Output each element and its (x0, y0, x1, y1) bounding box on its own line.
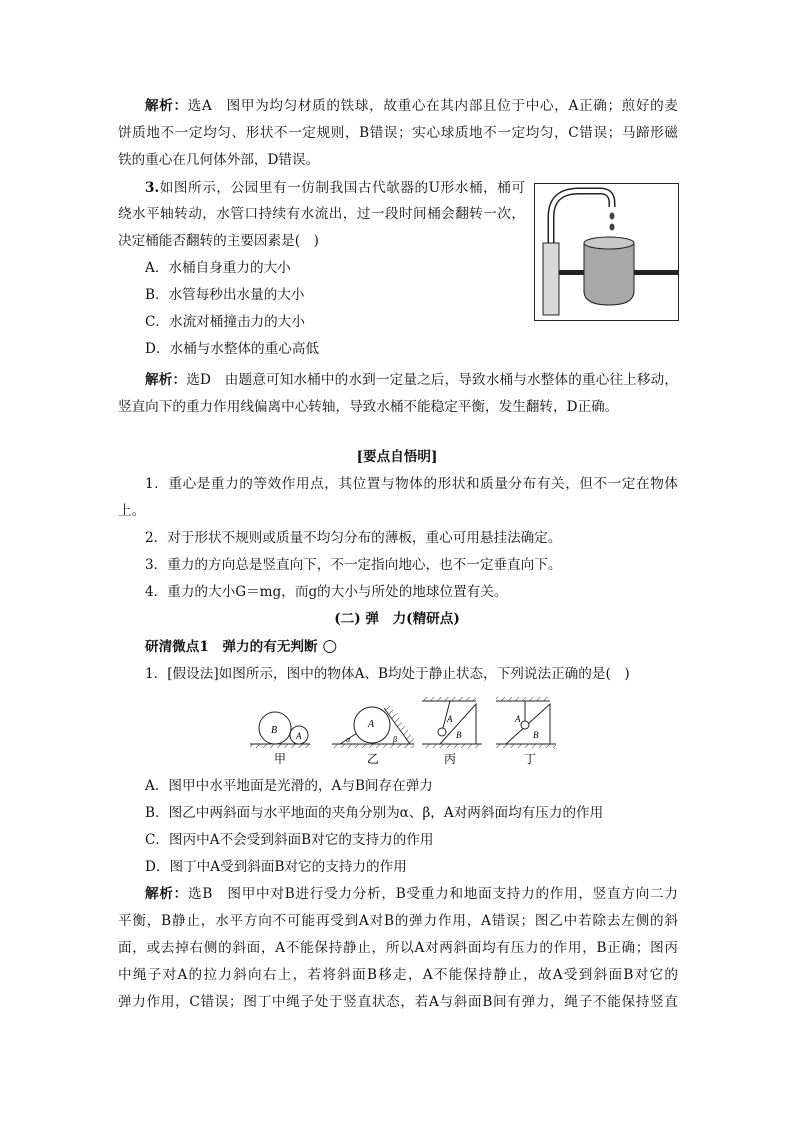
analysis-text: 选B 图甲中对B进行受力分析，B受重力和地面支持力的作用，竖直方向二力 (188, 886, 679, 902)
label-beta: β (393, 735, 397, 744)
summary-title: [要点自悟明] (356, 449, 438, 465)
figure-ding (496, 697, 556, 766)
analysis-1-line-1 (145, 96, 678, 116)
water-drop-1 (610, 213, 615, 220)
question-number: 3. (145, 180, 160, 196)
label-b: B (533, 730, 539, 740)
question-3-line-2: 绕水平轴转动，水管口持续有水流出，过一段时间桶会翻转一次， (118, 206, 525, 222)
summary-item-1-line-2: 上。 (118, 503, 146, 519)
summary-item-4: 4．重力的大小G＝mg，而g的大小与所处的地球位置有关。 (145, 584, 508, 600)
analysis-label: 解析： (145, 98, 188, 114)
analysis-text: 选D 由题意可知水桶中的水到一定量之后，导致水桶与水整体的重心往上移动， (186, 372, 678, 388)
summary-item-2: 2．对于形状不规则或质量不均匀分布的薄板，重心可用悬挂法确定。 (145, 530, 562, 546)
ball-a (438, 728, 446, 736)
analysis-label: 解析： (145, 886, 188, 902)
label-a: A (296, 731, 302, 741)
ball-a (521, 721, 529, 729)
analysis-label: 解析： (145, 372, 187, 388)
question-3-line-1 (145, 178, 525, 198)
analysis-text: 选A 图甲为均匀材质的铁球，故重心在其内部且位于中心，A正确；煎好的麦 (187, 98, 678, 114)
question-3-option-a: A．水桶自身重力的大小 (145, 260, 291, 276)
question-1-stem: 1．[假设法]如图所示，图中的物体A、B均处于静止状态，下列说法正确的是( ) (145, 666, 630, 682)
question-1-option-b: B．图乙中两斜面与水平地面的夹角分别为α、β，A对两斜面均有压力的作用 (145, 805, 604, 821)
micro-point-title (145, 636, 337, 657)
question-1-option-a: A．图甲中水平地面是光滑的，A与B间存在弹力 (145, 778, 433, 794)
question-text: 如图所示，公园里有一仿制我国古代欹器的U形水桶，桶可 (159, 180, 525, 196)
water-drop-2 (610, 224, 615, 231)
analysis-q1-line-1 (145, 884, 678, 904)
analysis-3-line-1 (145, 370, 678, 390)
question-3-option-b: B．水管每秒出水量的大小 (145, 287, 305, 303)
axle-right (634, 270, 678, 275)
question-1-option-c: C．图丙中A不会受到斜面B对它的支持力的作用 (145, 832, 434, 848)
caption-yi: 乙 (366, 752, 380, 766)
question-1-option-d: D．图丁中A受到斜面B对它的支持力的作用 (145, 859, 407, 875)
caption-bing: 丙 (443, 752, 457, 766)
label-b: B (271, 725, 278, 736)
water-bucket-figure (534, 183, 679, 321)
label-b: B (456, 730, 462, 740)
section-title: (二) 弹 力(精研点) (334, 611, 460, 627)
figure-jia (250, 712, 310, 766)
analysis-3-line-2: 竖直向下的重力作用线偏离中心转轴，导致水桶不能稳定平衡，发生翻转，D正确。 (118, 399, 619, 415)
bucket-rim (584, 237, 634, 249)
elasticity-figures (250, 690, 560, 770)
analysis-q1-line-5: 弹力作用，C错误；图丁中绳子处于竖直状态，若A与斜面B间有弹力，绳子不能保持竖直 (118, 994, 678, 1010)
micro-point-label: 研清微点1 弹力的有无判断 (145, 639, 318, 655)
question-3-option-c: C．水流对桶撞击力的大小 (145, 314, 305, 330)
figure-bing (422, 697, 482, 766)
figure-yi (332, 704, 415, 766)
question-3-line-3: 决定桶能否翻转的主要因素是( ) (118, 233, 319, 249)
analysis-q1-line-2: 平衡，B静止，水平方向不可能再受到A对B的弹力作用，A错误；图乙中若除去左侧的斜 (118, 913, 678, 929)
question-3-option-d: D．水桶与水整体的重心高低 (145, 341, 320, 357)
summary-item-1-line-1: 1．重心是重力的等效作用点，其位置与物体的形状和质量分布有关，但不一定在物体 (145, 476, 678, 492)
bucket-body (584, 243, 634, 305)
caption-jia: 甲 (273, 752, 287, 766)
axle-left (559, 270, 584, 275)
label-a: A (447, 714, 453, 724)
summary-item-3: 3．重力的方向总是竖直向下，不一定指向地心，也不一定垂直向下。 (145, 557, 562, 573)
analysis-1-line-2: 饼质地不一定均匀、形状不一定规则，B错误；实心球质地不一定均匀，C错误；马蹄形磁 (118, 125, 678, 141)
circle-marker-icon: ○ (322, 636, 338, 656)
support-post (543, 243, 559, 315)
caption-ding: 丁 (523, 752, 537, 766)
label-alpha: α (346, 735, 351, 744)
analysis-1-line-3: 铁的重心在几何体外部，D错误。 (118, 152, 320, 168)
analysis-q1-line-3: 面，或去掉右侧的斜面，A不能保持静止，所以A对两斜面均有压力的作用，B正确；图丙 (118, 940, 678, 956)
label-a: A (515, 714, 521, 724)
analysis-q1-line-4: 中绳子对A的拉力斜向右上，若将斜面B移走，A不能保持静止，故A受到斜面B对它的 (118, 967, 678, 983)
label-a: A (368, 719, 375, 730)
